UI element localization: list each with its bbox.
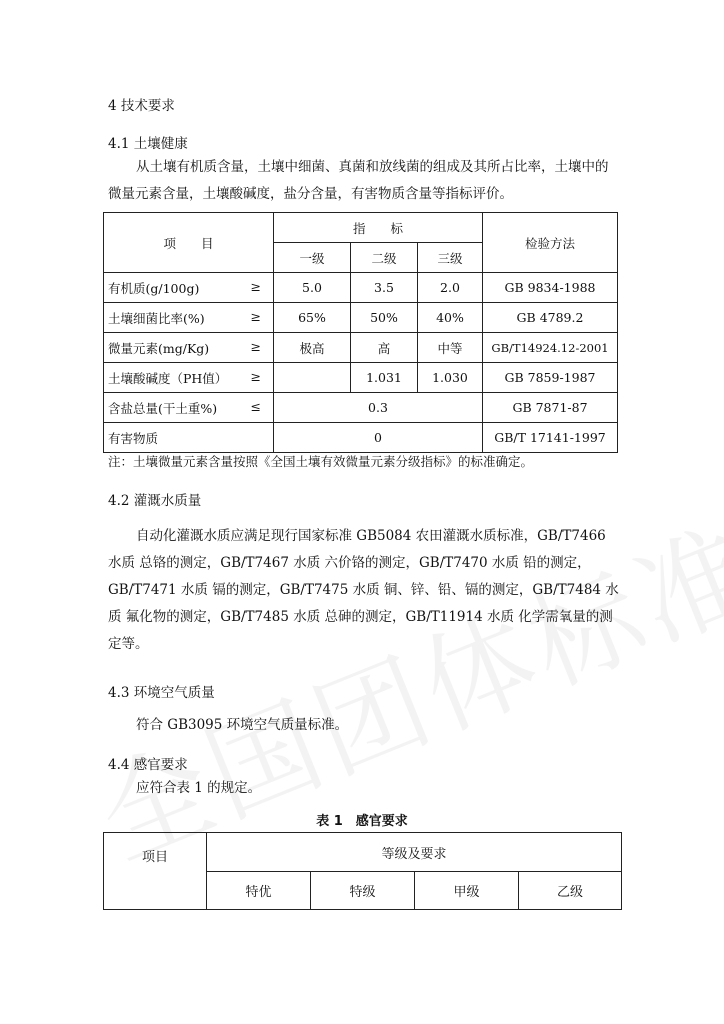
header-index: 指 标 [274,213,483,243]
table-1-caption: 表 1 感官要求 [316,814,408,829]
cell-grade-2: 高 [351,333,418,363]
sensory-requirements-table [103,832,622,910]
cell-grade-1 [274,363,351,393]
header-grade-1: 特优 [207,872,311,910]
section-4-2-heading: 4.2 灌溉水质量 [108,493,202,509]
row-label: 有害物质 [108,430,159,446]
cell-method: GB 7871-87 [483,393,618,423]
section-4-4-heading: 4.4 感官要求 [108,757,188,773]
table-row [104,423,618,453]
section-4-1-paragraph: 从土壤有机质含量，土壤中细菌、真菌和放线菌的组成及其所占比率，土壤中的微量元素含量，土壤酸碱度，盐分含量，有害物质含量等指标评价。 [108,159,609,202]
header-item: 项目 [104,833,207,910]
section-4-1-heading: 4.1 土壤健康 [108,136,188,152]
cell-grade-3: 1.030 [418,363,483,393]
cell-method: GB/T 17141-1997 [483,423,618,453]
section-4-4-paragraph: 应符合表 1 的规定。 [136,780,262,796]
row-operator: ≤ [250,398,261,414]
row-operator: ≥ [250,368,261,384]
cell-method: GB 4789.2 [483,303,618,333]
header-grade-requirements: 等级及要求 [207,833,622,872]
cell-grade-3: 2.0 [418,273,483,303]
cell-method: GB 7859-1987 [483,363,618,393]
cell-merged-value: 0.3 [274,393,483,423]
row-operator: ≥ [250,278,261,294]
cell-grade-2: 1.031 [351,363,418,393]
header-grade-2: 特级 [311,872,415,910]
table-row [104,333,618,363]
row-label: 有机质(g/100g) [108,280,200,296]
cell-grade-1: 5.0 [274,273,351,303]
row-label: 土壤酸碱度（PH值） [108,370,228,386]
row-label: 微量元素(mg/Kg) [108,340,210,356]
cell-method: GB/T14924.12-2001 [483,333,618,363]
section-4-3-paragraph: 符合 GB3095 环境空气质量标准。 [136,717,349,733]
section-4-2-paragraph: 自动化灌溉水质应满足现行国家标准 GB5084 农田灌溉水质标准，GB/T7466 水质 总铬的测定，GB/T7467 水质 六价铬的测定，GB/T7470 水质 铅的测定，GB/T7471 水质 镉的测定，GB/T7475 水质 铜、锌、铅、镉的测定，GB/T7484 水质 氟化物的测定，GB/T7485 水质 总砷的测定，GB/T11914 水质 化学需氧量的测定等。 [108,528,619,652]
table-row [104,303,618,333]
table-row [104,273,618,303]
cell-grade-1: 极高 [274,333,351,363]
row-operator: ≥ [250,308,261,324]
cell-grade-3: 中等 [418,333,483,363]
soil-health-table [103,212,618,453]
cell-grade-3: 40% [418,303,483,333]
header-grade-3: 三级 [418,243,483,273]
cell-grade-2: 3.5 [351,273,418,303]
header-grade-4: 乙级 [519,872,622,910]
table-row [104,393,618,423]
row-operator: ≥ [250,338,261,354]
row-label: 土壤细菌比率(%) [108,310,205,326]
header-grade-1: 一级 [274,243,351,273]
header-item: 项 目 [104,213,274,273]
table-note: 注：土壤微量元素含量按照《全国土壤有效微量元素分级指标》的标准确定。 [108,454,534,469]
header-grade-2: 二级 [351,243,418,273]
cell-method: GB 9834-1988 [483,273,618,303]
header-method: 检验方法 [483,213,618,273]
section-4-3-heading: 4.3 环境空气质量 [108,685,215,701]
row-label: 含盐总量(干土重%) [108,400,218,416]
header-grade-3: 甲级 [415,872,519,910]
section-4-heading: 4 技术要求 [108,98,175,114]
table-row [104,363,618,393]
cell-grade-1: 65% [274,303,351,333]
cell-merged-value: 0 [274,423,483,453]
cell-grade-2: 50% [351,303,418,333]
